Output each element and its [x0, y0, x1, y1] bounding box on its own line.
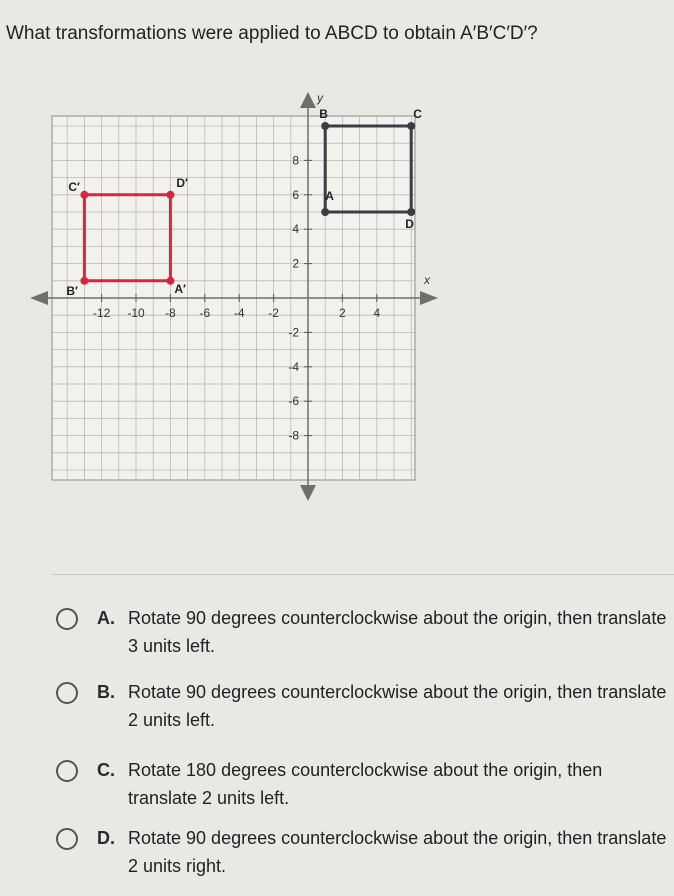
image-vertex-d — [166, 191, 174, 199]
abcd-label-d: D — [405, 217, 414, 231]
y-tick-label: -6 — [288, 394, 299, 409]
abcd-vertex-d — [407, 208, 415, 216]
choice-b-text: Rotate 90 degrees counterclockwise about the origin, then translate 2 units left. — [128, 682, 667, 730]
choice-c-radio[interactable] — [56, 760, 78, 782]
x-axis-right-arrow-icon — [420, 291, 438, 305]
image-vertex-b — [80, 277, 88, 285]
y-tick-label: 8 — [292, 153, 299, 168]
choice-d[interactable] — [0, 824, 674, 884]
choice-d-letter: D. — [97, 828, 115, 848]
y-tick-label: -2 — [288, 325, 299, 340]
y-tick-label: -4 — [288, 359, 299, 374]
choice-a-text: Rotate 90 degrees counterclockwise about the origin, then translate 3 units left. — [128, 608, 667, 656]
choice-c-letter: C. — [97, 760, 115, 780]
section-divider — [52, 574, 674, 575]
x-tick-label: 2 — [339, 306, 346, 320]
x-tick-label: -6 — [199, 306, 211, 320]
choice-c[interactable] — [0, 756, 674, 816]
choice-b-radio[interactable] — [56, 682, 78, 704]
abcd-label-c: C — [413, 107, 422, 121]
image-label-a: A′ — [174, 281, 186, 296]
choice-a-letter: A. — [97, 608, 115, 628]
image-label-b: B′ — [66, 283, 78, 298]
abcd-label-b: B — [319, 107, 328, 121]
choice-b-letter: B. — [97, 682, 115, 702]
y-axis-down-arrow-icon — [300, 485, 316, 501]
x-tick-label: -8 — [165, 306, 176, 320]
x-axis-left-arrow-icon — [30, 291, 48, 305]
question-text: What transformations were applied to ABCD to obtain A′B′C′D′? — [6, 23, 538, 44]
y-tick-label: 6 — [292, 187, 299, 202]
image-label-c: C′ — [68, 179, 80, 194]
choice-d-text: Rotate 90 degrees counterclockwise about the origin, then translate 2 units right. — [128, 828, 667, 876]
y-tick-label: -8 — [288, 428, 299, 443]
y-tick-label: 4 — [292, 222, 299, 237]
abcd-label-a: A — [325, 189, 334, 203]
abcd-vertex-b — [321, 122, 329, 130]
x-axis-label: x — [424, 273, 430, 287]
image-vertex-c — [80, 191, 88, 199]
choice-c-text: Rotate 180 degrees counterclockwise about the origin, then translate 2 units left. — [128, 760, 603, 808]
x-tick-label: -4 — [233, 306, 245, 320]
choice-a-radio[interactable] — [56, 608, 78, 630]
x-tick-label: -12 — [92, 306, 111, 320]
choice-d-radio[interactable] — [56, 828, 78, 850]
y-axis-up-arrow-icon — [300, 92, 316, 108]
y-axis-label: y — [317, 91, 323, 105]
image-label-d: D′ — [176, 175, 188, 190]
coordinate-graph — [0, 88, 470, 508]
abcd-vertex-a — [321, 208, 329, 216]
x-tick-label: -10 — [127, 306, 145, 320]
choice-a[interactable] — [0, 604, 674, 664]
x-tick-label: -2 — [268, 306, 279, 320]
coordinate-plane — [0, 88, 470, 508]
choice-b[interactable] — [0, 678, 674, 738]
abcd-vertex-c — [407, 122, 415, 130]
x-tick-label: 4 — [373, 306, 381, 320]
image-vertex-a — [166, 277, 174, 285]
y-tick-label: 2 — [292, 256, 299, 271]
